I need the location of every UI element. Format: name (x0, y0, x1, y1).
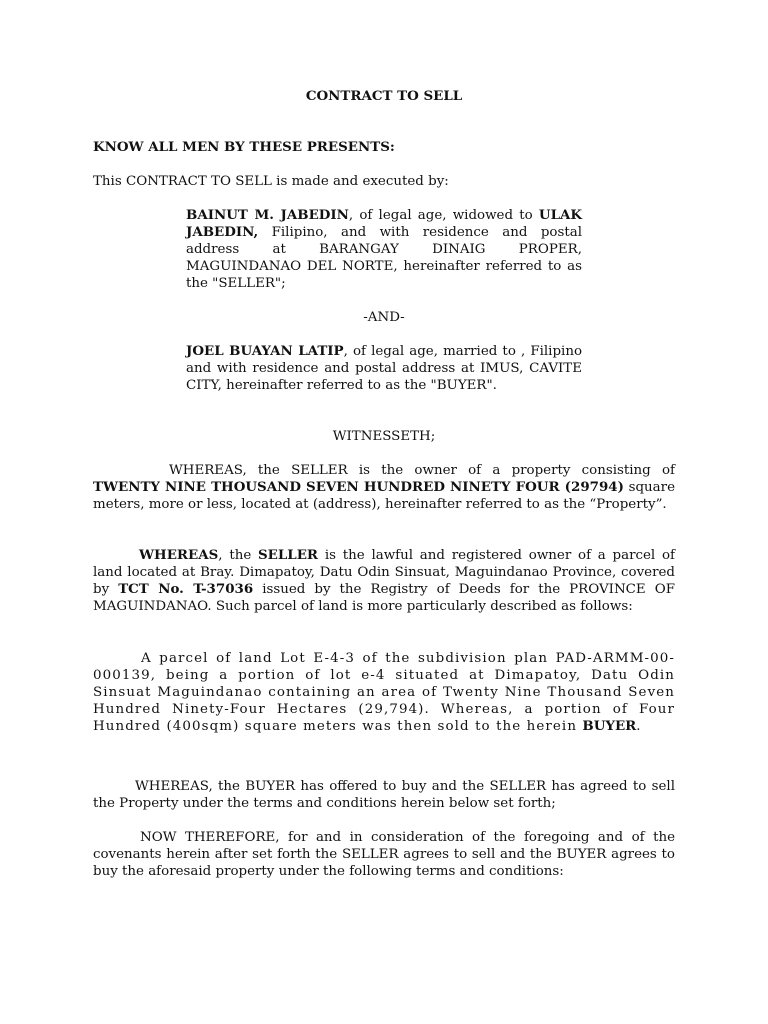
whereas2-seller: SELLER (258, 547, 319, 563)
and-separator: -AND- (363, 310, 405, 325)
land-description-text: A parcel of land Lot E-4-3 of the subdivision plan PAD-ARMM-00-000139, being a portion of lot e-4 situated at Dimapatoy, Datu Odin Sinsuat Maguindanao containing an area of Twenty Nine Thousand Seven Hundred Ninety-Four Hectares (29,794). Whereas, a portion of Four Hundred (400sqm) square meters was then sold to the herein (93, 651, 675, 734)
document-heading: KNOW ALL MEN BY THESE PRESENTS: (93, 139, 395, 155)
whereas-paragraph-1 (93, 462, 675, 513)
whereas2-text-1: , the (218, 548, 259, 563)
whereas1-text-1: WHEREAS, the SELLER is the owner of a property consisting of (169, 463, 675, 478)
document-title: CONTRACT TO SELL (305, 88, 463, 104)
whereas2-text-3: issued by the Registry of Deeds for the PROVINCE OF MAGUINDANAO. Such parcel of land is more particularly described as follows: (93, 582, 675, 614)
witnesseth-heading: WITNESSETH; (332, 429, 436, 444)
land-description-paragraph (93, 650, 675, 735)
whereas1-area: TWENTY NINE THOUSAND SEVEN HUNDRED NINETY FOUR (29794) (93, 479, 624, 495)
seller-spouse: ULAK JABEDIN, (186, 207, 583, 240)
seller-paragraph (186, 207, 582, 292)
buyer-name: JOEL BUAYAN LATIP (186, 343, 344, 359)
description-buyer: BUYER (582, 718, 637, 734)
whereas1-text-2: square meters, more or less, located at (address), hereinafter referred to as the “Property”. (93, 480, 675, 512)
whereas-paragraph-3: WHEREAS, the BUYER has offered to buy and the SELLER has agreed to sell the Property under the terms and conditions herein below set forth; (93, 779, 675, 811)
buyer-text: , of legal age, married to , Filipino and with residence and postal address at IMUS, CAVITE CITY, hereinafter referred to as the "BUYER". (186, 344, 583, 393)
buyer-paragraph (186, 343, 582, 394)
seller-name: BAINUT M. JABEDIN (186, 207, 349, 223)
intro-text: This CONTRACT TO SELL is made and executed by: (93, 174, 449, 189)
seller-text-2: Filipino, and with residence and postal address at BARANGAY DINAIG PROPER, MAGUINDANAO DEL NORTE, hereinafter referred to as the "SELLER"; (186, 225, 582, 291)
whereas2-text-2: is the lawful and registered owner of a parcel of land located at Bray. Dimapatoy, Datu Odin Sinsuat, Maguindanao Province, covered by (93, 548, 675, 597)
whereas-paragraph-2 (93, 547, 675, 615)
whereas2-tct-number: TCT No. T-37036 (118, 581, 254, 597)
whereas2-keyword: WHEREAS (139, 547, 219, 563)
seller-text-1: , of legal age, widowed to (348, 208, 539, 223)
now-therefore-paragraph: NOW THEREFORE, for and in consideration of the foregoing and of the covenants herein after set forth the SELLER agrees to sell and the BUYER agrees to buy the aforesaid property under the following terms and conditions: (93, 830, 675, 879)
description-end: . (636, 719, 641, 734)
